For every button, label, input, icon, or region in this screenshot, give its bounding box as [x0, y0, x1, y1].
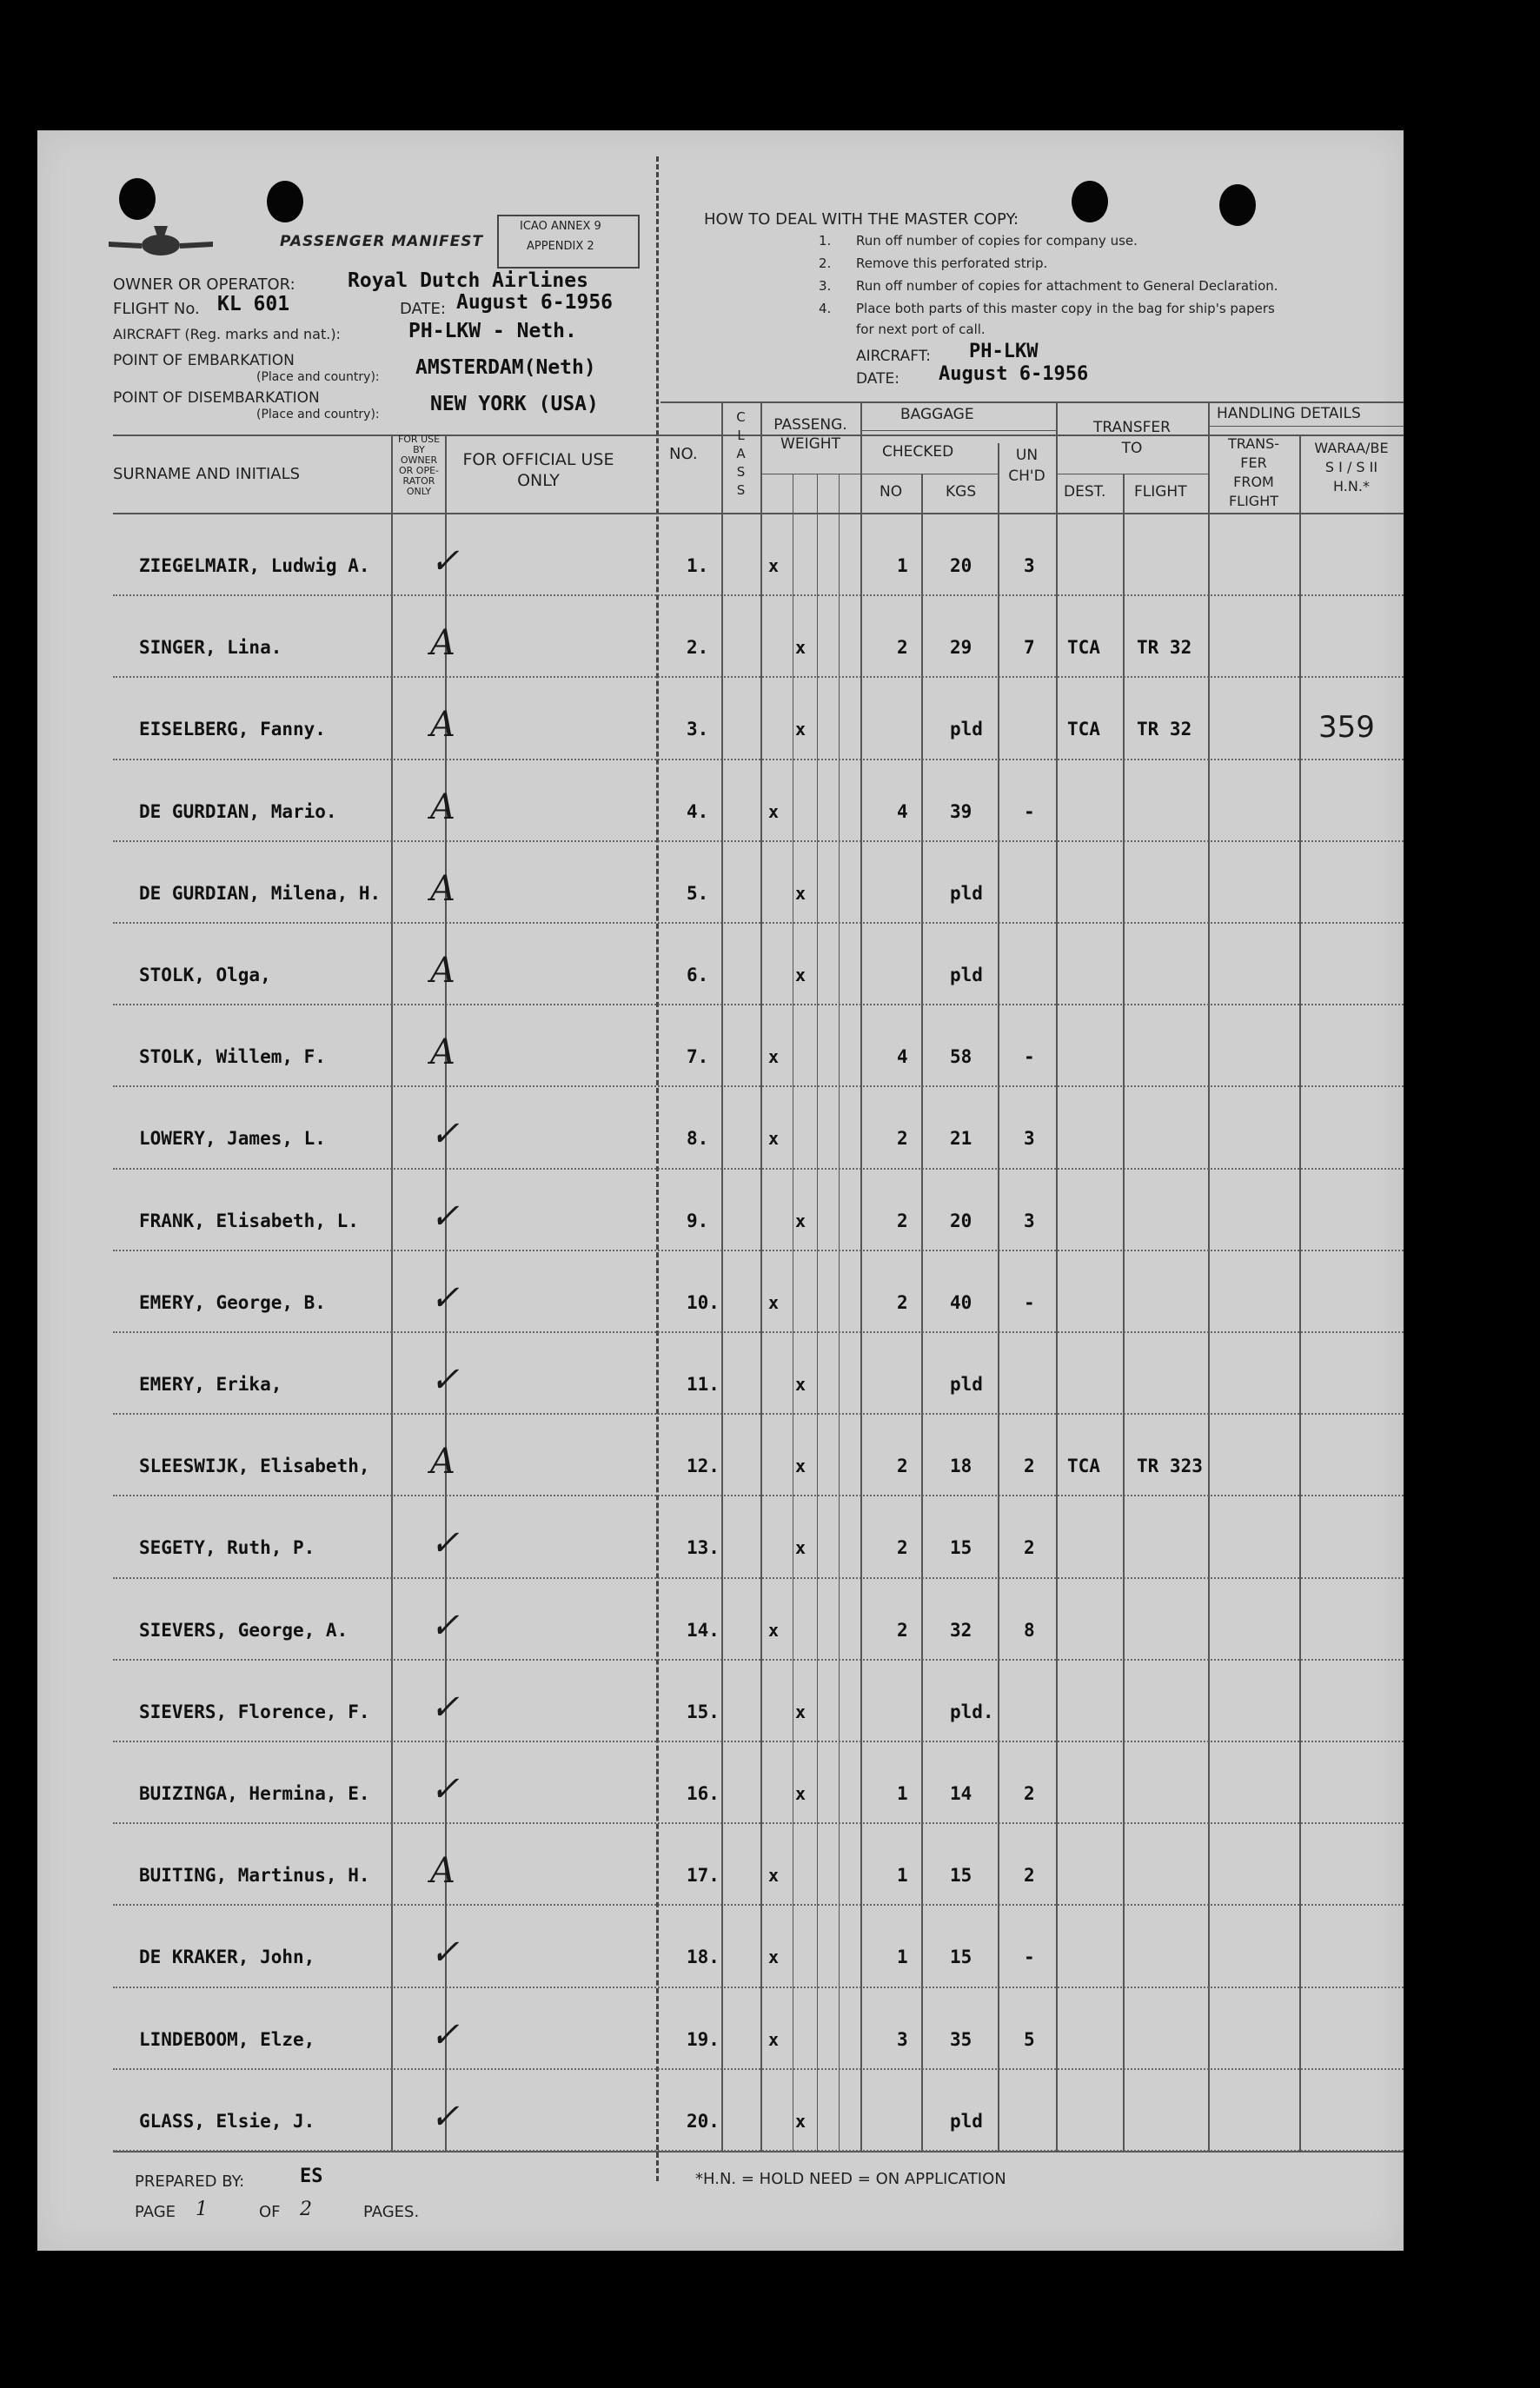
- prepared-value: ES: [300, 2166, 323, 2187]
- passenger-no: 13.: [687, 1537, 720, 1559]
- col-rule: [721, 401, 723, 2151]
- instruction-num: 3.: [819, 278, 832, 294]
- col-header-handling: HANDLING DETAILS: [1217, 405, 1361, 422]
- bag-count: 2: [897, 637, 908, 659]
- instruction-num: 4.: [819, 301, 832, 316]
- of-label: OF: [259, 2203, 281, 2221]
- passenger-name: FRANK, Elisabeth, L.: [139, 1210, 359, 1231]
- bag-kgs: 58: [950, 1046, 972, 1068]
- row-rule: [113, 759, 1404, 760]
- weight-mark: x: [795, 719, 807, 740]
- bag-unchecked: -: [1024, 800, 1035, 822]
- owner-use-mark: ✓: [430, 541, 460, 581]
- weight-mark: x: [768, 1865, 780, 1887]
- instruction-text: Place both parts of this master copy in the bag for ship's papers: [856, 301, 1275, 316]
- passenger-name: BUITING, Martinus, H.: [139, 1865, 370, 1887]
- col-rule-thin: [839, 474, 840, 2151]
- row-rule: [113, 1904, 1404, 1906]
- owner-use-mark: A: [430, 951, 455, 991]
- transfer-dest: TCA: [1067, 1456, 1100, 1477]
- bag-unchecked: 3: [1024, 555, 1035, 576]
- disembark-sub: (Place and country):: [256, 408, 380, 421]
- row-rule: [113, 1495, 1404, 1496]
- row-rule: [113, 1987, 1404, 1988]
- embark-sub: (Place and country):: [256, 370, 380, 384]
- subheader-rule: [860, 430, 1056, 431]
- bag-unchecked: 3: [1024, 1128, 1035, 1150]
- passenger-no: 12.: [687, 1456, 720, 1477]
- bag-kgs: 20: [950, 555, 972, 576]
- bag-kgs: pld: [950, 882, 983, 904]
- col-header-transfer-from: TRANS- FER FROM FLIGHT: [1227, 435, 1280, 509]
- instr-aircraft-value: PH-LKW: [969, 341, 1039, 362]
- bag-kgs: 29: [950, 637, 972, 659]
- manifest-title: PASSENGER MANIFEST: [280, 233, 484, 250]
- bag-kgs: 15: [950, 1947, 972, 1968]
- owner-value: Royal Dutch Airlines: [348, 269, 588, 292]
- bag-unchecked: 5: [1024, 2028, 1035, 2050]
- row-rule: [113, 1250, 1404, 1251]
- col-header-dest: DEST.: [1064, 483, 1106, 501]
- instruction-text: Run off number of copies for company use.: [856, 233, 1138, 249]
- passenger-name: GLASS, Elsie, J.: [139, 2110, 315, 2132]
- disembark-value: NEW YORK (USA): [430, 393, 599, 415]
- passenger-no: 2.: [687, 637, 709, 659]
- bag-kgs: pld: [950, 719, 983, 740]
- weight-mark: x: [768, 555, 780, 576]
- bag-count: 2: [897, 1291, 908, 1313]
- bag-kgs: pld: [950, 1374, 983, 1395]
- bag-unchecked: 3: [1024, 1210, 1035, 1231]
- instruction-text: for next port of call.: [856, 322, 986, 337]
- owner-use-mark: ✓: [430, 1360, 460, 1400]
- row-rule: [113, 594, 1404, 596]
- col-header-kgs: KGS: [946, 483, 977, 501]
- passenger-no: 14.: [687, 1619, 720, 1641]
- bag-kgs: pld: [950, 2110, 983, 2132]
- row-rule: [113, 1822, 1404, 1824]
- col-header-bag-no: NO: [880, 483, 903, 501]
- col-rule: [760, 401, 762, 2151]
- passenger-name: EMERY, George, B.: [139, 1291, 326, 1313]
- instruction-text: Run off number of copies for attachment to General Declaration.: [856, 278, 1278, 294]
- passenger-name: SIEVERS, George, A.: [139, 1619, 348, 1641]
- owner-use-mark: ✓: [430, 1523, 460, 1564]
- passenger-no: 8.: [687, 1128, 709, 1150]
- passenger-no: 11.: [687, 1374, 720, 1395]
- punch-hole: [267, 181, 303, 222]
- passenger-name: DE GURDIAN, Milena, H.: [139, 882, 382, 904]
- col-rule: [860, 401, 862, 2151]
- col-rule: [1299, 434, 1301, 2151]
- transfer-flight: TR 32: [1137, 637, 1192, 659]
- subheader-rule: [1208, 426, 1404, 427]
- row-rule: [113, 1085, 1404, 1087]
- row-rule: [113, 2068, 1404, 2070]
- owner-use-mark: A: [430, 1851, 455, 1892]
- col-header-class: C L A S S: [736, 409, 746, 498]
- bag-unchecked: 2: [1024, 1865, 1035, 1887]
- transfer-dest: TCA: [1067, 637, 1100, 659]
- col-header-baggage: BAGGAGE: [900, 406, 974, 423]
- weight-mark: x: [768, 1619, 780, 1641]
- weight-mark: x: [768, 2028, 780, 2050]
- passenger-no: 16.: [687, 1783, 720, 1804]
- col-header-transfer: TRANSFER TO: [1093, 419, 1171, 457]
- bag-kgs: 35: [950, 2028, 972, 2050]
- bag-kgs: 21: [950, 1128, 972, 1150]
- passenger-no: 9.: [687, 1210, 709, 1231]
- owner-use-mark: ✓: [430, 1114, 460, 1155]
- owner-use-mark: ✓: [430, 1769, 460, 1809]
- passenger-name: SIEVERS, Florence, F.: [139, 1701, 370, 1722]
- date-value: August 6-1956: [456, 291, 614, 314]
- col-header-owner-use: FOR USE BY OWNER OR OPE- RATOR ONLY: [397, 434, 441, 497]
- bag-count: 1: [897, 1865, 908, 1887]
- bag-count: 4: [897, 1046, 908, 1068]
- annex-line2: APPENDIX 2: [527, 240, 594, 253]
- passenger-no: 3.: [687, 719, 709, 740]
- row-rule: [113, 676, 1404, 678]
- col-rule: [1123, 474, 1125, 2151]
- passenger-no: 17.: [687, 1865, 720, 1887]
- col-header-unchd: UN CH'D: [1008, 447, 1045, 485]
- passenger-no: 6.: [687, 965, 709, 985]
- passenger-name: STOLK, Olga,: [139, 965, 271, 985]
- instr-date-value: August 6-1956: [939, 363, 1089, 385]
- row-rule: [113, 1741, 1404, 1742]
- weight-mark: x: [768, 1046, 780, 1068]
- punch-hole: [119, 178, 156, 220]
- weight-mark: x: [795, 1537, 807, 1559]
- flight-label: FLIGHT No.: [113, 300, 200, 318]
- passenger-name: SLEESWIJK, Elisabeth,: [139, 1456, 370, 1477]
- bag-kgs: 39: [950, 800, 972, 822]
- row-rule: [113, 2150, 1404, 2152]
- col-header-no: NO.: [669, 445, 698, 463]
- passenger-name: EISELBERG, Fanny.: [139, 719, 326, 740]
- transfer-flight: TR 323: [1137, 1456, 1203, 1477]
- owner-use-mark: ✓: [430, 1933, 460, 1973]
- weight-mark: x: [795, 965, 807, 985]
- instruction-num: 1.: [819, 233, 832, 249]
- passenger-no: 15.: [687, 1701, 720, 1722]
- weight-mark: x: [795, 2110, 807, 2132]
- owner-use-mark: A: [430, 868, 455, 909]
- bag-kgs: 15: [950, 1537, 972, 1559]
- col-header-checked: CHECKED: [882, 443, 954, 461]
- owner-use-mark: ✓: [430, 1605, 460, 1646]
- bag-kgs: 20: [950, 1210, 972, 1231]
- prepared-label: PREPARED BY:: [135, 2172, 245, 2191]
- of-value: 2: [300, 2199, 312, 2220]
- owner-use-mark: A: [430, 786, 455, 827]
- row-rule: [113, 1659, 1404, 1661]
- weight-mark: x: [795, 637, 807, 659]
- disembark-label: POINT OF DISEMBARKATION: [113, 389, 320, 407]
- col-rule: [1208, 401, 1210, 2151]
- bag-unchecked: -: [1024, 1947, 1035, 1968]
- owner-use-mark: ✓: [430, 1277, 460, 1318]
- owner-use-mark: ✓: [430, 1196, 460, 1237]
- weight-mark: x: [795, 1456, 807, 1477]
- bag-count: 2: [897, 1128, 908, 1150]
- aircraft-value: PH-LKW - Neth.: [408, 320, 577, 342]
- table-top-rule-right: [660, 401, 1404, 403]
- passenger-no: 20.: [687, 2110, 720, 2132]
- handling-note: 359: [1318, 710, 1375, 746]
- passenger-name: SEGETY, Ruth, P.: [139, 1537, 315, 1559]
- row-rule: [113, 922, 1404, 924]
- page-value: 1: [196, 2199, 208, 2220]
- row-rule: [113, 1413, 1404, 1415]
- passenger-name: ZIEGELMAIR, Ludwig A.: [139, 555, 370, 576]
- passenger-no: 1.: [687, 555, 709, 576]
- bag-kgs: pld.: [950, 1701, 994, 1722]
- owner-use-mark: ✓: [430, 2096, 460, 2137]
- col-header-surname: SURNAME AND INITIALS: [113, 465, 301, 483]
- row-rule: [113, 1577, 1404, 1579]
- bag-kgs: 15: [950, 1865, 972, 1887]
- bag-kgs: 40: [950, 1291, 972, 1313]
- owner-use-mark: A: [430, 705, 455, 746]
- weight-mark: x: [768, 1947, 780, 1968]
- embark-label: POINT OF EMBARKATION: [113, 352, 295, 369]
- transfer-dest: TCA: [1067, 719, 1100, 740]
- embark-value: AMSTERDAM(Neth): [415, 356, 596, 379]
- passenger-no: 18.: [687, 1947, 720, 1968]
- passenger-name: LOWERY, James, L.: [139, 1128, 326, 1150]
- weight-mark: x: [795, 1210, 807, 1231]
- bag-count: 2: [897, 1456, 908, 1477]
- bag-count: 1: [897, 1783, 908, 1804]
- owner-use-mark: A: [430, 623, 455, 664]
- bag-unchecked: 2: [1024, 1783, 1035, 1804]
- passenger-name: LINDEBOOM, Elze,: [139, 2028, 315, 2050]
- owner-use-mark: ✓: [430, 2014, 460, 2055]
- bag-kgs: 32: [950, 1619, 972, 1641]
- owner-use-mark: A: [430, 1032, 455, 1073]
- passenger-no: 5.: [687, 882, 709, 904]
- aircraft-label: AIRCRAFT (Reg. marks and nat.):: [113, 326, 341, 342]
- col-header-passeng-weight: PASSENG. WEIGHT: [773, 416, 847, 453]
- bag-unchecked: 8: [1024, 1619, 1035, 1641]
- bag-unchecked: 2: [1024, 1537, 1035, 1559]
- passenger-no: 10.: [687, 1291, 720, 1313]
- page-label: PAGE: [135, 2203, 176, 2221]
- weight-mark: x: [768, 1128, 780, 1150]
- passenger-name: DE KRAKER, John,: [139, 1947, 315, 1968]
- instr-date-label: DATE:: [856, 370, 899, 388]
- date-label: DATE:: [400, 300, 446, 318]
- col-header-waraa: WARAA/BE S I / S II H.N.*: [1314, 440, 1389, 494]
- instruction-num: 2.: [819, 255, 832, 271]
- instruction-text: Remove this perforated strip.: [856, 255, 1048, 271]
- bag-count: 2: [897, 1537, 908, 1559]
- bag-unchecked: 2: [1024, 1456, 1035, 1477]
- col-rule: [1056, 401, 1058, 2151]
- footnote: *H.N. = HOLD NEED = ON APPLICATION: [695, 2170, 1006, 2188]
- owner-use-mark: ✓: [430, 1687, 460, 1728]
- weight-mark: x: [768, 1291, 780, 1313]
- bag-unchecked: -: [1024, 1046, 1035, 1068]
- col-header-flight: FLIGHT: [1134, 483, 1187, 501]
- passenger-no: 19.: [687, 2028, 720, 2050]
- col-rule: [391, 434, 393, 2151]
- flight-value: KL 601: [217, 293, 290, 315]
- bag-unchecked: 7: [1024, 637, 1035, 659]
- punch-hole: [1072, 181, 1108, 222]
- bag-kgs: 14: [950, 1783, 972, 1804]
- punch-hole: [1219, 184, 1256, 226]
- passenger-name: EMERY, Erika,: [139, 1374, 282, 1395]
- weight-mark: x: [795, 1374, 807, 1395]
- row-rule: [113, 840, 1404, 842]
- passenger-name: STOLK, Willem, F.: [139, 1046, 326, 1068]
- owner-use-mark: A: [430, 1442, 455, 1483]
- owner-label: OWNER OR OPERATOR:: [113, 275, 295, 294]
- passenger-no: 4.: [687, 800, 709, 822]
- bag-unchecked: -: [1024, 1291, 1035, 1313]
- bag-count: 2: [897, 1619, 908, 1641]
- weight-mark: x: [768, 800, 780, 822]
- row-rule: [113, 1331, 1404, 1333]
- col-header-official-use: FOR OFFICIAL USE ONLY: [462, 450, 614, 490]
- row-rule: [113, 1168, 1404, 1170]
- col-rule: [921, 474, 923, 2151]
- bag-kgs: pld: [950, 965, 983, 985]
- bag-count: 1: [897, 555, 908, 576]
- weight-mark: x: [795, 1783, 807, 1804]
- col-rule: [998, 443, 999, 2151]
- passenger-name: BUIZINGA, Hermina, E.: [139, 1783, 370, 1804]
- bag-count: 3: [897, 2028, 908, 2050]
- passenger-no: 7.: [687, 1046, 709, 1068]
- col-rule-thin: [817, 474, 818, 2151]
- header-bottom-rule: [113, 513, 1404, 514]
- bag-count: 2: [897, 1210, 908, 1231]
- passenger-name: SINGER, Lina.: [139, 637, 282, 659]
- bag-count: 4: [897, 800, 908, 822]
- weight-mark: x: [795, 1701, 807, 1722]
- annex-line1: ICAO ANNEX 9: [520, 220, 601, 233]
- pages-label: PAGES.: [363, 2203, 420, 2221]
- transfer-flight: TR 32: [1137, 719, 1192, 740]
- passenger-name: DE GURDIAN, Mario.: [139, 800, 337, 822]
- bag-kgs: 18: [950, 1456, 972, 1477]
- row-rule: [113, 1004, 1404, 1005]
- instr-aircraft-label: AIRCRAFT:: [856, 348, 931, 365]
- bag-count: 1: [897, 1947, 908, 1968]
- instructions-title: HOW TO DEAL WITH THE MASTER COPY:: [704, 210, 1019, 229]
- weight-mark: x: [795, 882, 807, 904]
